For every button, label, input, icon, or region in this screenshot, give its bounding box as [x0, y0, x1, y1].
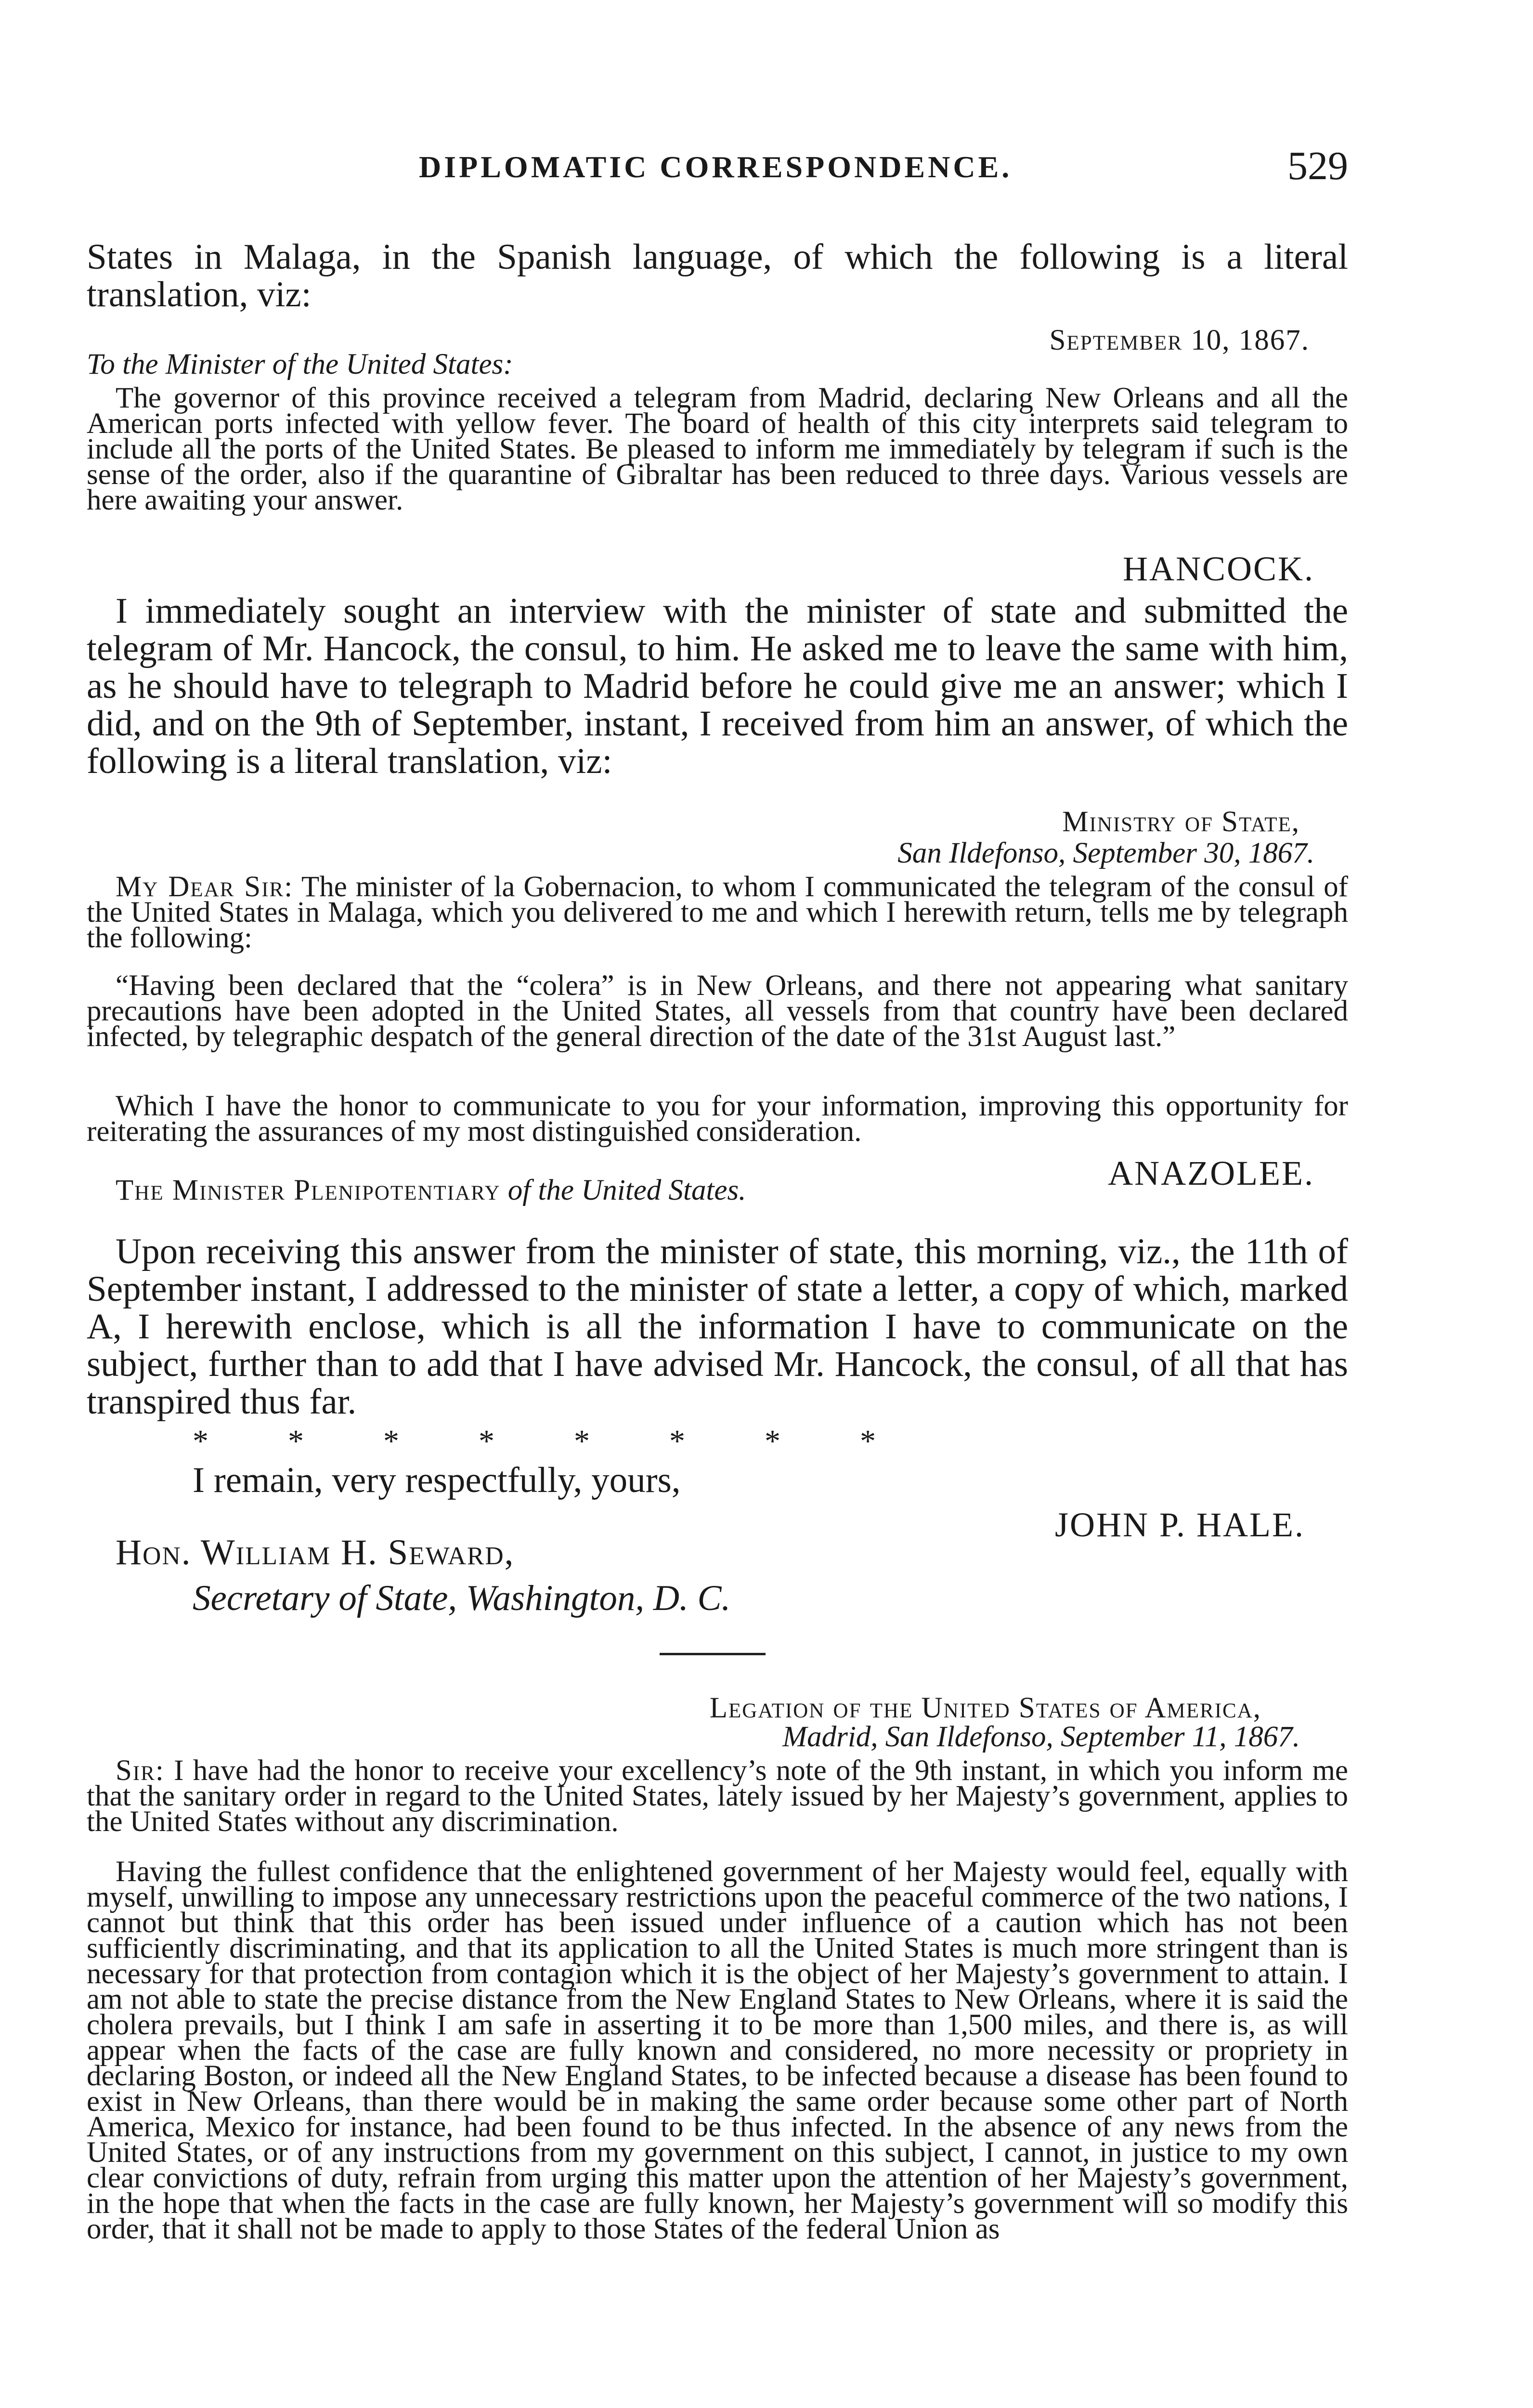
legation-heading: Legation of the United States of America,	[709, 1692, 1261, 1724]
page-number: 529	[1287, 144, 1348, 188]
letter-paragraph-2: Which I have the honor to communicate to you for your information, improving this opportunity for reiterating the assurances of my most distinguished consideration.	[87, 1090, 1348, 1148]
section-divider	[660, 1653, 766, 1655]
ministry-heading: Ministry of State,	[1062, 806, 1300, 838]
intro-paragraph: States in Malaga, in the Spanish language, of which the following is a literal translation, viz:	[87, 237, 1348, 314]
header-title: DIPLOMATIC CORRESPONDENCE.	[419, 150, 1013, 184]
ministry-letter-body	[87, 871, 1348, 954]
letter-quote: “Having been declared that the “colera” is in New Orleans, and there not appearing what sanitary precautions have been adopted in the United States, all vessels from that country have been declared infected, by telegraphic despatch of the general direction of the date of the 31st August last.”	[87, 969, 1348, 1053]
telegram-date: September 10, 1867.	[1049, 324, 1310, 356]
sir-paragraph-1-text: I have had the honor to receive your excellency’s note of the 9th instant, in which you inform me that the sanitary order in regard to the United States, lately issued by her Majesty’s government, applies to the United States without any discrimination.	[87, 1754, 1349, 1838]
letter-addressee	[87, 1174, 1348, 1206]
sir-letter-para-2: Having the fullest confidence that the enlightened government of her Majesty would feel, equally with myself, unwilling to impose any unnecessary restrictions upon the peaceful commerce of the two nations, I cannot but think that this order has been issued under influence of a caution which has not been sufficiently discriminating, and that its application to all the United States is much more stringent than is necessary for that protection from contagion which it is the object of her Majesty’s government to attain. I am not able to state the precise distance from the New England States to New Orleans, where it is said the cholera prevails, but I think I am safe in asserting it to be more than 1,500 miles, and there is, as will appear when the facts of the case are fully known and considered, no more necessity or propriety in declaring Boston, or indeed all the New England States, to be infected because a disease has been found to exist in New Orleans, than there would be in making the same order because some other part of North America, Mexico for instance, had been found to be thus infected. In the absence of any news from the United States, or of any instructions from my government on this subject, I cannot, in justice to my own clear convictions of duty, refrain from urging this matter upon the attention of her Majesty’s government, in the hope that when the facts in the case are fully known, her Majesty’s government will so modify this order, that it shall not be made to apply to those States of the federal Union as	[87, 1856, 1348, 2245]
running-header	[87, 144, 1348, 202]
signature-anazolee: ANAZOLEE.	[1108, 1154, 1314, 1192]
addressee-country: of the United States.	[507, 1174, 746, 1206]
addressee-office: Secretary of State, Washington, D. C.	[193, 1578, 731, 1618]
sir-salutation: Sir:	[116, 1754, 165, 1787]
sir-letter-para-1	[87, 1754, 1349, 1838]
addressee-name	[116, 1534, 1377, 1571]
legation-place-date: Madrid, San Ildefonso, September 11, 1867.	[782, 1721, 1300, 1753]
closing-line: I remain, very respectfully, yours,	[193, 1460, 681, 1500]
addressee-title: The Minister Plenipotentiary	[116, 1174, 501, 1206]
letter-paragraph-1: The minister of la Gobernacion, to whom I communicated the telegram of the consul of the United States in Malaga, which you delivered to me and which I herewith return, tells me by telegraph the following:	[87, 871, 1348, 954]
letter-salutation: My Dear Sir:	[116, 871, 294, 903]
signature-hale: JOHN P. HALE.	[1054, 1505, 1305, 1544]
signature-hancock: HANCOCK.	[1122, 550, 1314, 588]
telegram-addressee: To the Minister of the United States:	[87, 348, 513, 380]
ministry-place-date: San Ildefonso, September 30, 1867.	[897, 837, 1314, 869]
interview-paragraph: I immediately sought an interview with the minister of state and submitted the telegram of Mr. Hancock, the consul, to him. He asked me to leave the same with him, as he should have to telegraph to Madrid before he could give me an answer; which I did, and on the 9th of September, instant, I received from him an answer, of which the following is a literal translation, viz:	[87, 591, 1348, 781]
ellipsis-stars: * * * * * * * *	[193, 1424, 876, 1459]
upon-paragraph: Upon receiving this answer from the minister of state, this morning, viz., the 11th of September instant, I addressed to the minister of state a letter, a copy of which, marked A, I herewith enclose, which is all the information I have to communicate on the subject, further than to add that I have advised Mr. Hancock, the consul, of all that has transpired thus far.	[87, 1231, 1348, 1422]
telegram-text: The governor of this province received a telegram from Madrid, declaring New Orleans and all the American ports infected with yellow fever. The board of health of this city interprets said telegram to include all the ports of the United States. Be pleased to inform me immediately by telegram if such is the sense of the order, also if the quarantine of Gibraltar has been reduced to three days. Various vessels are here awaiting your answer.	[87, 382, 1348, 516]
seward-name: Hon. William H. Seward,	[116, 1532, 515, 1572]
